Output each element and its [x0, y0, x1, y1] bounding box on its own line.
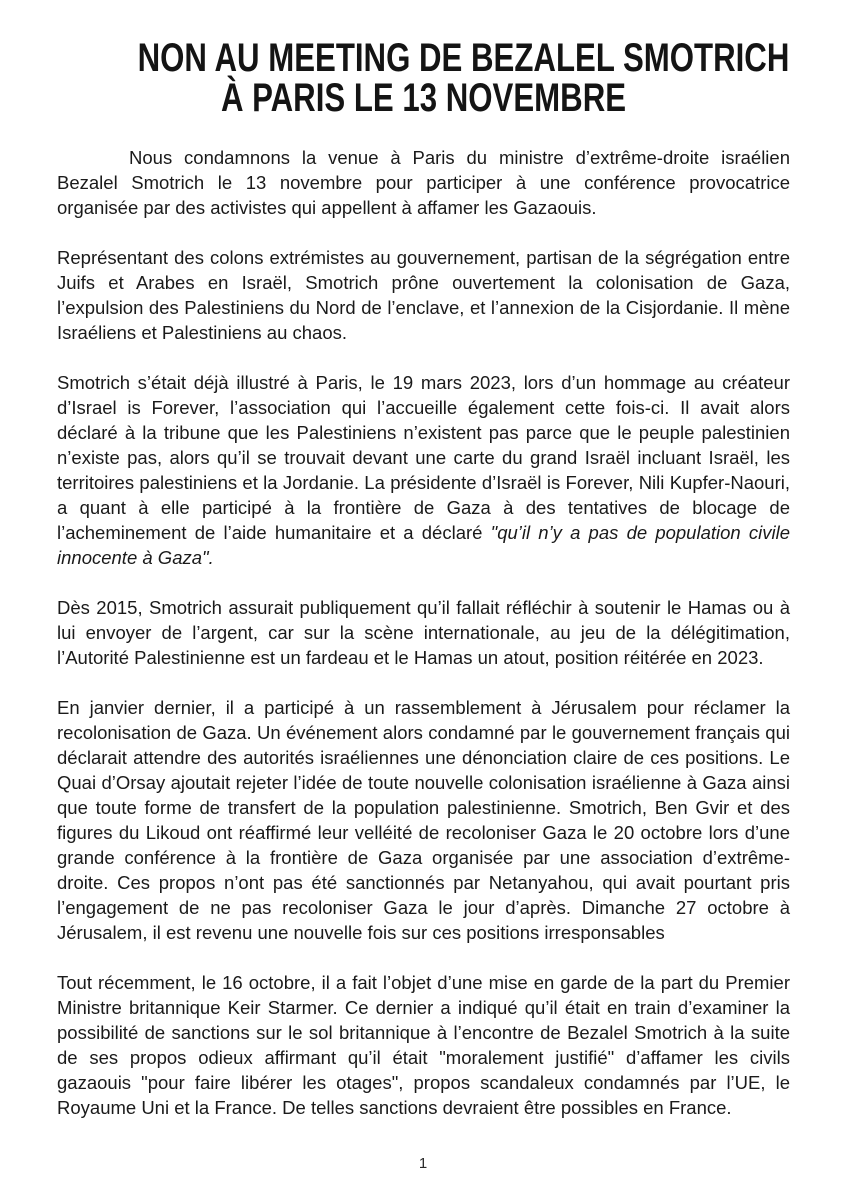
paragraph-text: Smotrich s’était déjà illustré à Paris, le 19 mars 2023, lors d’un hommage au créateur d’Israel is Forever, l’association qui l’accueille également cette fois-ci. Il avait alors déclaré à la tribune que les Palestiniens n’existent pas parce que le peuple palestinien n’existe pas, alors qu’il se trouvait devant une carte du grand Israël incluant Israël, les territoires palestiniens et la Jordanie. La présidente d’Israël is Forever, Nili Kupfer-Naouri, a quant à elle participé à la frontière de Gaza à des tentatives de blocage de l’acheminement de l’aide humanitaire et a déclaré [57, 372, 790, 543]
title-line-1: NON AU MEETING DE BEZALEL SMOTRICH [137, 36, 790, 80]
document-body [57, 145, 790, 1120]
paragraph [57, 595, 790, 670]
page-title [137, 36, 790, 120]
paragraph-text: Tout récemment, le 16 octobre, il a fait l’objet d’une mise en garde de la part du Premier Ministre britannique Keir Starmer. Ce dernier a indiqué qu’il était en train d’examiner la possibilité de sanctions sur le sol britannique à l’encontre de Bezalel Smotrich à la suite de ses propos odieux affirmant qu’il était "moralement justifié" d’affamer les civils gazaouis "pour faire libérer les otages", propos scandaleux condamnés par l’UE, le Royaume Uni et la France. De telles sanctions devraient être possibles en France. [57, 972, 790, 1118]
paragraph-text: Représentant des colons extrémistes au gouvernement, partisan de la ségrégation entre Juifs et Arabes en Israël, Smotrich prône ouvertement la colonisation de Gaza, l’expulsion des Palestiniens du Nord de l’enclave, et l’annexion de la Cisjordanie. Il mène Israéliens et Palestiniens au chaos. [57, 247, 790, 343]
quote-italic-text: "qu’il n’y a pas de population civile innocente à Gaza". [57, 522, 790, 568]
paragraph [57, 970, 790, 1120]
paragraph-text: Dès 2015, Smotrich assurait publiquement qu’il fallait réfléchir à soutenir le Hamas ou à lui envoyer de l’argent, car sur la scène internationale, au jeu de la délégitimation, l’Autorité Palestinienne est un fardeau et le Hamas un atout, position réitérée en 2023. [57, 597, 790, 668]
page-number: 1 [418, 1155, 428, 1172]
paragraph [57, 370, 790, 570]
paragraph [57, 245, 790, 345]
title-line-2: À PARIS LE 13 NOVEMBRE [220, 76, 627, 120]
paragraph-text: Nous condamnons la venue à Paris du ministre d’extrême-droite israélien Bezalel Smotrich le 13 novembre pour participer à une conférence provocatrice organisée par des activistes qui appellent à affamer les Gazaouis. [57, 147, 790, 218]
paragraph [57, 145, 790, 220]
paragraph-text: En janvier dernier, il a participé à un rassemblement à Jérusalem pour réclamer la recolonisation de Gaza. Un événement alors condamné par le gouvernement français qui déclarait attendre des autorités israéliennes une dénonciation claire de ces positions. Le Quai d’Orsay ajoutait rejeter l’idée de toute nouvelle colonisation israélienne à Gaza ainsi que toute forme de transfert de la population palestinienne. Smotrich, Ben Gvir et des figures du Likoud ont réaffirmé leur velléité de recoloniser Gaza le 20 octobre lors d’une grande conférence à la frontière de Gaza organisée par une association d’extrême-droite. Ces propos n’ont pas été sanctionnés par Netanyahou, qui avait pourtant pris l’engagement de ne pas recoloniser Gaza le jour d’après. Dimanche 27 octobre à Jérusalem, il est revenu une nouvelle fois sur ces positions irresponsables [57, 697, 790, 943]
paragraph [57, 695, 790, 945]
